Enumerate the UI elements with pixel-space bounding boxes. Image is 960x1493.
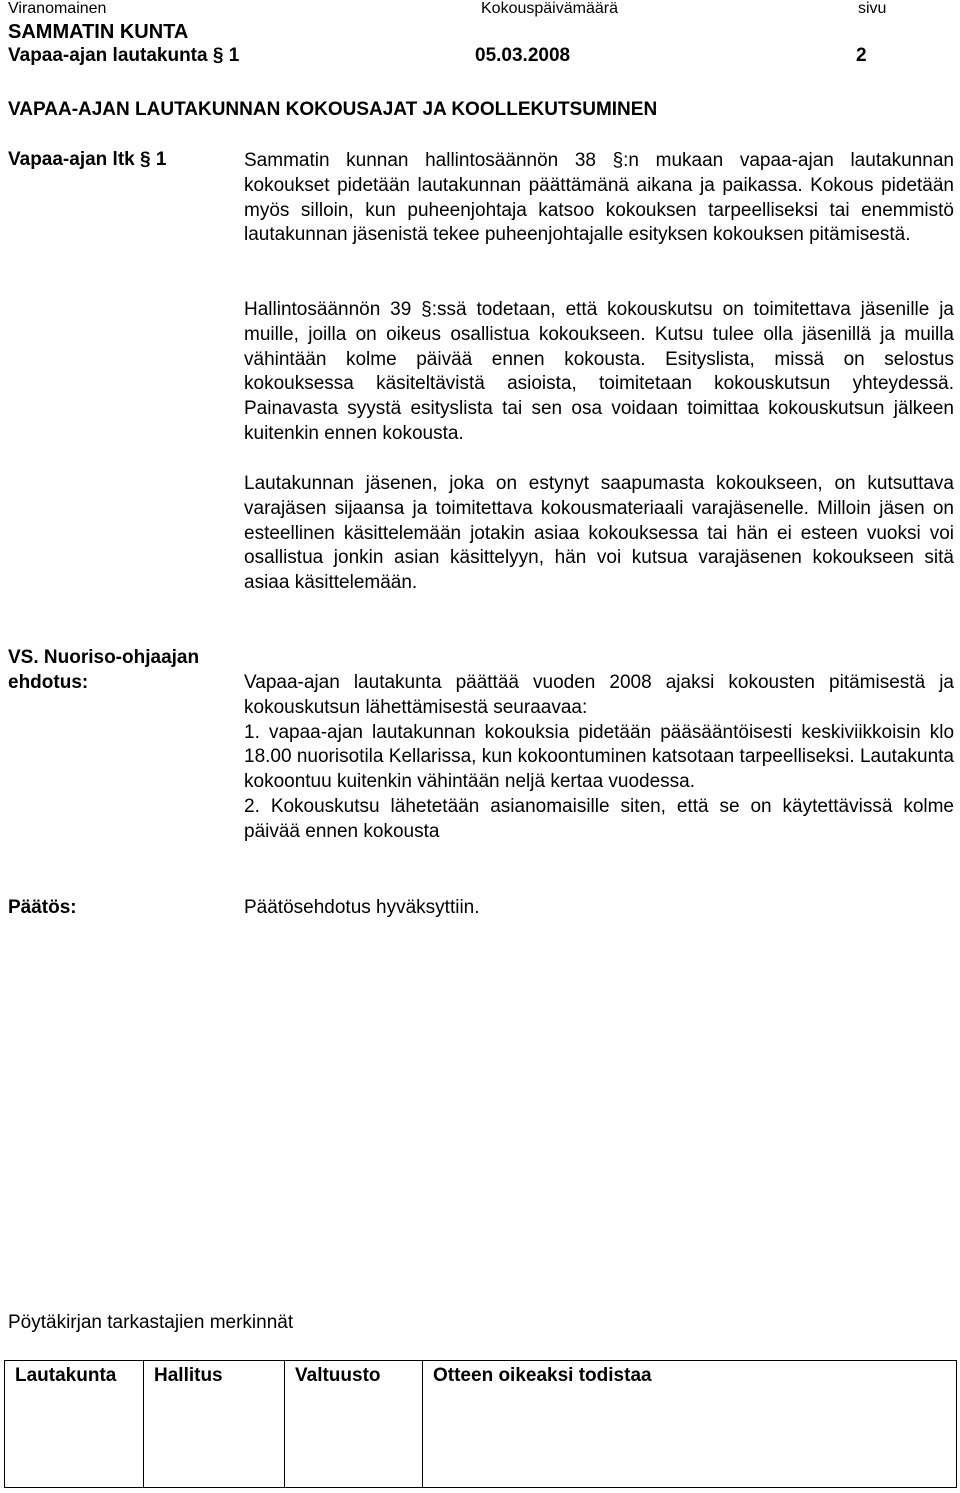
footer-col-3: Valtuusto — [295, 1365, 381, 1386]
proposal-label — [8, 645, 199, 695]
document-title: VAPAA-AJAN LAUTAKUNNAN KOKOUSAJAT JA KOOLLEKUTSUMINEN — [8, 99, 658, 120]
proposal-label-line-1: VS. Nuoriso-ohjaajan — [8, 647, 200, 668]
footer-cell-valtuusto — [285, 1361, 423, 1488]
section-paragraph-1: Sammatin kunnan hallintosäännön 38 §:n mukaan vapaa-ajan lautakunnan kokoukset pidetään lautakunnan päättämänä aikana ja paikassa. Kokous pidetään myös silloin, kun puheenjohtaja katsoo kokouksen tarpeelliseksi tai enemmistö lautakunnan jäsenistä tekee puheenjohtajalle esityksen kokouksen pitämisestä. — [244, 150, 954, 246]
footer-signature-table — [4, 1360, 957, 1488]
proposal-item-1-text: vapaa-ajan lautakunnan kokouksia pidetään pääsääntöisesti keskiviikkoisin klo 18.00 nuorisotila Kellarissa, kun kokoontuminen katsotaan tarpeelliseksi. Lautakunta kokoontuu kuitenkin vähintään neljä kertaa vuodessa. — [244, 721, 955, 793]
header-meeting-date-label: Kokouspäivämäärä — [481, 0, 618, 17]
header-body: Vapaa-ajan lautakunta — [8, 45, 208, 66]
proposal-item-1 — [244, 721, 954, 795]
footer-col-4: Otteen oikeaksi todistaa — [433, 1365, 652, 1386]
organization-name: SAMMATIN KUNTA — [8, 21, 189, 43]
footer-cell-lautakunta — [5, 1361, 144, 1488]
header-page-label: sivu — [858, 0, 887, 17]
proposal-item-2 — [244, 795, 954, 845]
footer-cell-certification — [423, 1361, 957, 1488]
proposal-item-1-number: 1. — [244, 721, 260, 743]
decision-label: Päätös: — [8, 897, 77, 918]
proposal-label-line-2: ehdotus: — [8, 672, 89, 693]
section-paragraph-3: Lautakunnan jäsenen, joka on estynyt saapumasta kokoukseen, on kutsuttava varajäsen sijaansa ja toimitettava kokousmateriaali varajäsenelle. Milloin jäsen on esteellinen käsittelemään jotakin asiaa kokouksessa tai hän ei esteen vuoksi voi osallistua jonkin asian käsittelyyn, hän voi kutsua varajäsenen kokoukseen sitä asiaa käsittelemään. — [244, 473, 954, 594]
footer-col-2: Hallitus — [154, 1365, 223, 1386]
footer-col-1: Lautakunta — [15, 1365, 117, 1386]
decision-text: Päätösehdotus hyväksyttiin. — [244, 897, 480, 918]
header-date: 05.03.2008 — [475, 45, 571, 66]
section-paragraph-2: Hallintosäännön 39 §:ssä todetaan, että kokouskutsu on toimitettava jäsenille ja muille, joilla on oikeus osallistua kokoukseen. Kutsu tulee olla jäsenillä ja muilla vähintään kolme päivää ennen kokousta. Esityslista, missä on selostus kokouksessa käsiteltävistä asioista, toimitetaan kokouskutsun yhteydessä. Painavasta syystä esityslista tai sen osa voidaan toimittaa kokouskutsun jälkeen kuitenkin ennen kokousta. — [244, 299, 954, 444]
proposal-body — [244, 671, 954, 845]
proposal-item-2-text: Kokouskutsu lähetetään asianomaisille siten, että se on käytettävissä kolme päivää ennen kokousta — [244, 795, 955, 842]
header-body-name — [8, 45, 239, 67]
proposal-item-2-number: 2. — [244, 795, 260, 817]
header-section-ref: § 1 — [212, 45, 240, 66]
header-page-number: 2 — [856, 45, 867, 66]
footer-cell-hallitus — [144, 1361, 285, 1488]
proposal-intro: Vapaa-ajan lautakunta päättää vuoden 2008 ajaksi kokousten pitämisestä ja kokouskutsun lähettämisestä seuraavaa: — [244, 672, 954, 718]
footer-caption: Pöytäkirjan tarkastajien merkinnät — [8, 1312, 294, 1333]
section-label: Vapaa-ajan ltk § 1 — [8, 149, 167, 170]
header-authority-label: Viranomainen — [8, 0, 107, 17]
